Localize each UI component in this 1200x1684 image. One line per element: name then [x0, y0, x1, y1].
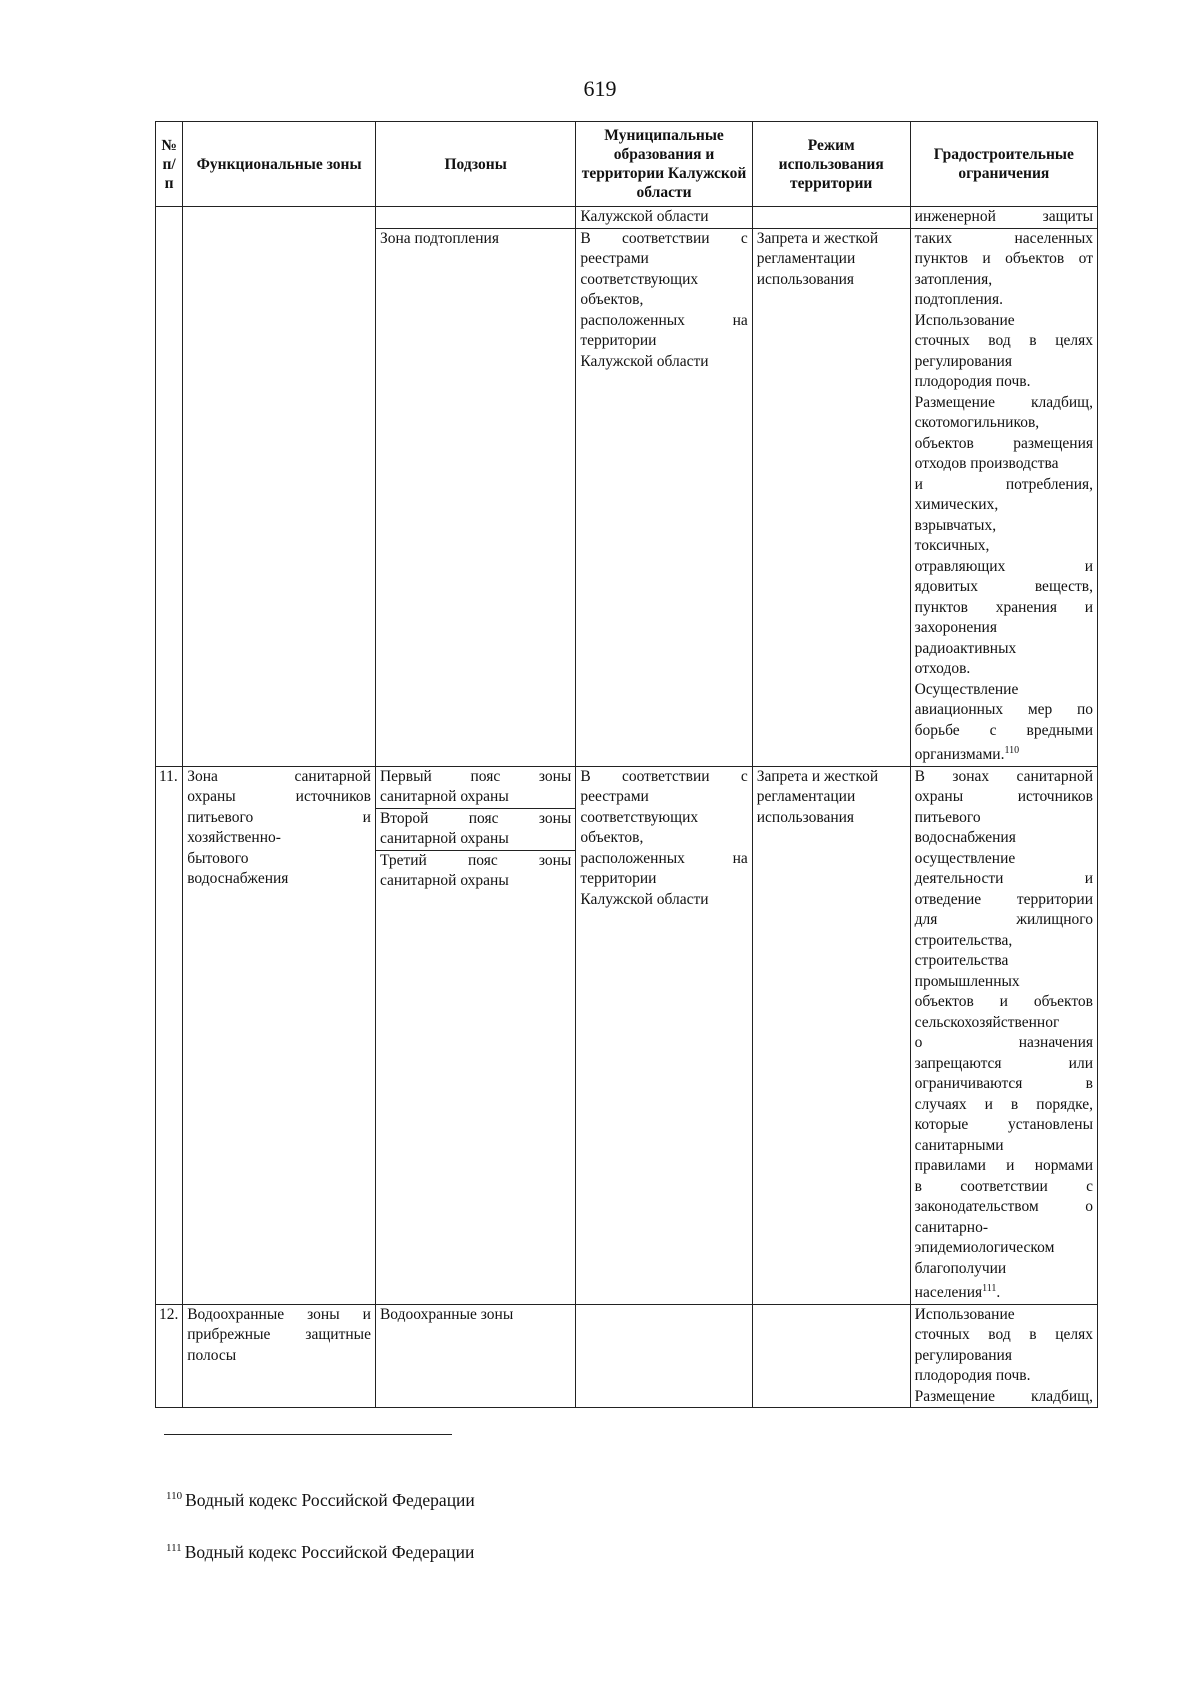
text-line: строительства — [914, 952, 1009, 969]
text-line: захоронения — [914, 619, 997, 636]
text-line: расположенных на — [580, 311, 748, 329]
text-line: охраны источников — [914, 788, 1093, 805]
cell-subzone-12: Водоохранные зоны — [375, 1304, 575, 1408]
cell-subzone-empty — [375, 207, 575, 229]
text-line: сельскохозяйственног — [914, 1013, 1060, 1031]
cell-regime-flood — [752, 228, 910, 766]
text-line: Использование — [914, 1305, 1015, 1323]
table-row-11 — [156, 766, 1098, 1304]
text-line: регламентации — [756, 250, 856, 267]
text-line: промышленных — [914, 972, 1020, 990]
cell-municipal-12-empty — [576, 1304, 752, 1408]
text-line: реестрами — [580, 788, 649, 805]
text-line: питьевого и — [187, 808, 371, 826]
cell-regime-empty — [752, 207, 910, 229]
text-line: радиоактивных — [914, 639, 1017, 657]
header-zones: Функциональные зоны — [183, 122, 376, 207]
subzone-second-belt — [376, 809, 575, 851]
text-line: скотомогильников, — [914, 414, 1040, 431]
subzone-third-belt — [376, 851, 575, 892]
text-line: объектов и объектов — [914, 993, 1093, 1010]
cell-municipal-flood — [576, 228, 752, 766]
text-line: законодательством о — [914, 1198, 1093, 1215]
text-line: таких населенных — [914, 229, 1093, 247]
footnote-ref: 110 — [1004, 745, 1020, 756]
text-line: отходов. — [914, 660, 971, 677]
text-line: Запрета и жесткой — [756, 767, 879, 785]
text-line: использования — [756, 808, 855, 826]
footnote-111 — [166, 1542, 474, 1563]
text-line: объектов, — [580, 291, 644, 308]
text-line: запрещаются или — [914, 1054, 1093, 1072]
text-line: санитарной охраны — [379, 830, 509, 847]
text-line: благополучии — [914, 1259, 1007, 1277]
cell-zone-12 — [183, 1304, 376, 1408]
page-number: 619 — [583, 76, 617, 101]
text-fragment: организмами. — [914, 746, 1005, 763]
text-line: реестрами — [580, 250, 649, 267]
text-line: эпидемиологическом — [914, 1239, 1055, 1256]
table-row-continuation — [156, 207, 1098, 229]
text-line: санитарно- — [914, 1218, 988, 1236]
cell-zone-11 — [183, 766, 376, 1304]
cell-restrictions-12 — [910, 1304, 1097, 1408]
cell-municipal-11 — [576, 766, 752, 1304]
text-line: хозяйственно- — [187, 829, 281, 846]
text-line: объектов размещения — [914, 434, 1093, 452]
table-header-row — [156, 122, 1098, 207]
header-municipal: Муниципальные образования и территории Калужской области — [576, 122, 752, 207]
text-line: регулирования — [914, 352, 1012, 370]
text-line: Размещение кладбищ, — [914, 1387, 1093, 1405]
text-line: санитарной охраны — [379, 872, 509, 889]
text-line: сточных вод в целях — [914, 332, 1093, 349]
text-line: которые установлены — [914, 1116, 1093, 1133]
text-line: В зонах санитарной — [914, 767, 1093, 785]
cell-regime-12-empty — [752, 1304, 910, 1408]
text-line: взрывчатых, — [914, 516, 997, 534]
text-line: Использование — [914, 311, 1015, 329]
text-line: правилами и нормами — [914, 1157, 1093, 1174]
text-line: химических, — [914, 496, 999, 513]
text-line: Калужской области — [580, 352, 709, 370]
text-line: строительства, — [914, 931, 1013, 949]
table-row-12 — [156, 1304, 1098, 1408]
text-line: Зона санитарной — [187, 767, 371, 785]
text-line: водоснабжения — [914, 829, 1016, 846]
text-line: водоснабжения — [187, 870, 289, 887]
header-subzones: Подзоны — [375, 122, 575, 207]
cell-restrictions-continuation: инженерной защиты — [910, 207, 1097, 229]
footnote-mark: 110 — [166, 1490, 183, 1502]
text-line: Осуществление — [914, 680, 1019, 698]
text-line: территории — [580, 332, 657, 349]
footnote-ref: 111 — [982, 1283, 997, 1294]
text-line: и потребления, — [914, 475, 1093, 493]
footnote-text: Водный кодекс Российской Федерации — [185, 1490, 475, 1510]
text-line: Второй пояс зоны — [379, 809, 572, 827]
text-line: расположенных на — [580, 849, 748, 867]
text-line — [915, 1279, 1093, 1304]
text-line: В соответствии с — [580, 229, 748, 247]
text-line: пунктов и объектов от — [914, 250, 1093, 267]
cell-subzone-flood: Зона подтопления — [375, 228, 575, 766]
text-line: охраны источников — [187, 788, 371, 805]
text-line: токсичных, — [914, 537, 990, 554]
text-line: соответствующих — [580, 270, 699, 288]
text-line: использования — [756, 270, 855, 288]
text-line: плодородия почв. — [914, 373, 1031, 390]
text-line: регламентации — [756, 788, 856, 805]
cell-subzones-11 — [375, 766, 575, 1304]
footnote-mark: 111 — [166, 1542, 182, 1554]
text-line: ядовитых веществ, — [914, 578, 1093, 595]
cell-num-11: 11. — [156, 766, 183, 1304]
text-line — [915, 741, 1093, 766]
text-line: ограничиваются в — [914, 1075, 1093, 1092]
text-line: В соответствии с — [580, 767, 748, 785]
cell-zone-empty — [183, 207, 376, 767]
text-line: пунктов хранения и — [914, 598, 1093, 616]
text-line: авиационных мер по — [914, 701, 1093, 718]
header-num: № п/ п — [156, 122, 183, 207]
subzone-first-belt — [376, 767, 575, 809]
footnote-separator — [164, 1434, 452, 1435]
text-line: санитарными — [914, 1136, 1004, 1154]
footnote-text: Водный кодекс Российской Федерации — [184, 1542, 475, 1562]
footnote-110 — [166, 1490, 475, 1511]
cell-municipal-continuation: Калужской области — [576, 207, 752, 229]
text-line: сточных вод в целях — [914, 1326, 1093, 1343]
text-line: территории — [580, 870, 657, 887]
cell-restrictions-11 — [910, 766, 1097, 1304]
text-line: санитарной охраны — [379, 788, 509, 805]
text-line: деятельности и — [914, 870, 1093, 887]
text-line: отравляющих и — [914, 557, 1093, 575]
text-line: Калужской области — [580, 890, 709, 908]
text-line: отходов производства — [914, 455, 1059, 472]
zones-table — [155, 121, 1098, 1408]
text-line: бытового — [187, 849, 249, 867]
text-line: прибрежные защитные — [187, 1326, 371, 1343]
text-line: в соответствии с — [914, 1177, 1093, 1195]
text-line: Третий пояс зоны — [379, 851, 572, 869]
header-restrictions: Градостроительные ограничения — [910, 122, 1097, 207]
text-fragment: населения — [914, 1284, 983, 1301]
cell-num-empty — [156, 207, 183, 767]
cell-num-12: 12. — [156, 1304, 183, 1408]
text-line: полосы — [187, 1346, 237, 1364]
text-line: соответствующих — [580, 808, 699, 826]
text-line: затопления, — [914, 270, 993, 288]
text-line: питьевого — [914, 808, 981, 826]
cell-restrictions-flood — [910, 228, 1097, 766]
text-line: Первый пояс зоны — [379, 767, 572, 785]
text-line: объектов, — [580, 829, 644, 846]
text-line: случаях и в порядке, — [914, 1095, 1093, 1113]
text-line: плодородия почв. — [914, 1367, 1031, 1384]
text-line: отведение территории — [914, 890, 1093, 908]
text-line: Запрета и жесткой — [756, 229, 879, 247]
text-line: регулирования — [914, 1346, 1012, 1364]
text-line: осуществление — [914, 849, 1016, 867]
text-line: борьбе с вредными — [914, 721, 1093, 739]
text-line: Водоохранные зоны и — [187, 1305, 371, 1323]
text-line: подтопления. — [914, 291, 1003, 308]
text-line: для жилищного — [914, 911, 1093, 928]
cell-regime-11 — [752, 766, 910, 1304]
text-line: о назначения — [914, 1034, 1093, 1051]
text-line: Размещение кладбищ, — [914, 393, 1093, 411]
header-regime: Режим использования территории — [752, 122, 910, 207]
text-fragment: . — [996, 1284, 1001, 1301]
